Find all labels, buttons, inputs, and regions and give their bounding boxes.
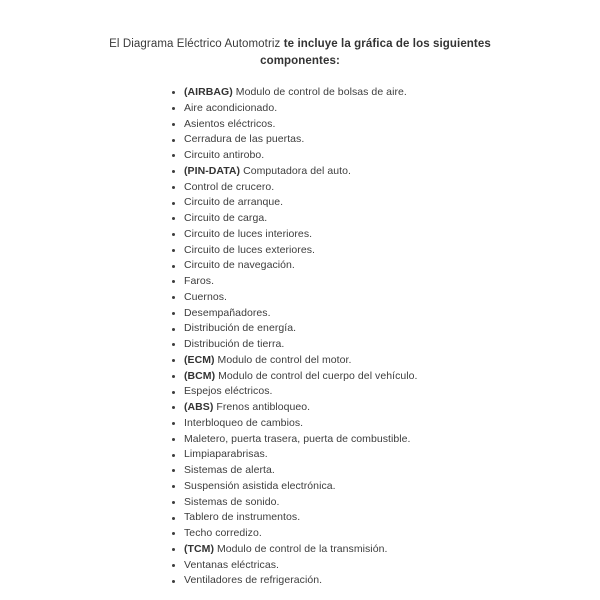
item-acronym: (AIRBAG) [184,86,236,98]
item-acronym: (TCM) [184,542,217,555]
item-text: Limpiaparabrisas. [184,448,268,461]
list-item [172,495,560,511]
item-text: Tablero de instrumentos. [184,511,301,524]
list-item [172,258,560,274]
item-text: Control de crucero. [184,180,275,193]
item-text: Faros. [184,275,215,287]
item-text: Circuito de arranque. [184,196,284,209]
list-item [172,432,560,448]
bullet-icon [172,580,175,583]
page-title [0,36,600,70]
list-item [172,164,560,180]
item-text: Ventanas eléctricas. [184,558,279,571]
list-item [172,211,560,227]
list-item [172,243,560,259]
item-text: Cerradura de las puertas. [184,133,305,146]
title-bold-line1: te incluye la gráfica de los siguientes [283,38,491,50]
item-text: Circuito de navegación. [184,259,295,272]
list-item [172,573,560,589]
item-text: (TCM) Modulo de control de la transmisión. [184,542,388,555]
bullet-icon [172,343,175,346]
bullet-icon [172,438,175,441]
item-text: Asientos eléctricos. [184,117,276,130]
item-text: (AIRBAG) Modulo de control de bolsas de aire. [184,86,407,98]
list-item [172,306,560,322]
list-item [172,479,560,495]
bullet-icon [172,564,175,567]
bullet-icon [172,532,175,535]
item-acronym: (ECM) [184,353,218,366]
list-item [172,558,560,574]
title-bold-line2: componentes: [260,55,340,67]
bullet-icon [172,265,175,268]
item-acronym: (ABS) [184,401,217,413]
list-item [172,101,560,117]
bullet-icon [172,217,175,220]
list-item [172,384,560,400]
list-item [172,290,560,306]
list-item [172,416,560,432]
item-text: Circuito antirobo. [184,149,265,161]
bullet-icon [172,517,175,520]
item-acronym: (BCM) [184,369,219,382]
list-item [172,132,560,148]
list-item [172,195,560,211]
item-acronym: (PIN-DATA) [184,164,244,177]
bullet-icon [172,107,175,110]
bullet-icon [172,359,175,362]
item-text: Espejos eléctricos. [184,385,273,398]
bullet-icon [172,454,175,457]
item-text: Circuito de carga. [184,212,268,224]
list-item [172,463,560,479]
item-text: Circuito de luces interiores. [184,227,313,240]
bullet-icon [172,312,175,315]
item-text: Sistemas de sonido. [184,495,280,508]
item-text: Cuernos. [184,290,228,303]
list-item [172,85,560,101]
item-text: Interbloqueo de cambios. [184,416,304,429]
list-item [172,447,560,463]
list-item [172,526,560,542]
list-item [172,353,560,369]
item-text: (PIN-DATA) Computadora del auto. [184,164,351,177]
bullet-icon [172,170,175,173]
list-item [172,148,560,164]
bullet-icon [172,375,175,378]
component-list [172,85,560,589]
bullet-icon [172,501,175,504]
bullet-icon [172,233,175,236]
list-item [172,510,560,526]
bullet-icon [172,391,175,394]
bullet-icon [172,485,175,488]
list-item [172,542,560,558]
bullet-icon [172,186,175,189]
bullet-icon [172,296,175,299]
list-item [172,227,560,243]
list-item [172,400,560,416]
bullet-icon [172,139,175,142]
bullet-icon [172,91,175,94]
item-text: Aire acondicionado. [184,101,278,114]
bullet-icon [172,469,175,472]
bullet-icon [172,422,175,425]
bullet-icon [172,328,175,331]
item-text: Distribución de tierra. [184,338,285,350]
title-regular-text: El Diagrama Eléctrico Automotriz [109,38,284,50]
item-text: Techo corredizo. [184,527,262,539]
item-text: Circuito de luces exteriores. [184,243,316,256]
item-text: (ABS) Frenos antibloqueo. [184,401,311,413]
item-text: Suspensión asistida electrónica. [184,479,336,492]
title-bold-text [260,38,491,67]
bullet-icon [172,548,175,551]
bullet-icon [172,280,175,283]
item-text: Maletero, puerta trasera, puerta de combustible. [184,432,411,445]
list-item [172,117,560,133]
bullet-icon [172,202,175,205]
item-text: (ECM) Modulo de control del motor. [184,353,352,366]
item-text: Distribución de energía. [184,322,297,335]
item-text: Sistemas de alerta. [184,464,275,476]
list-item [172,180,560,196]
item-text: Ventiladores de refrigeración. [184,574,323,587]
bullet-icon [172,123,175,126]
bullet-icon [172,154,175,157]
item-text: Desempañadores. [184,306,271,319]
item-text: (BCM) Modulo de control del cuerpo del vehículo. [184,369,418,382]
bullet-icon [172,249,175,252]
bullet-icon [172,406,175,409]
list-item [172,369,560,385]
list-item [172,337,560,353]
list-item [172,274,560,290]
list-item [172,321,560,337]
